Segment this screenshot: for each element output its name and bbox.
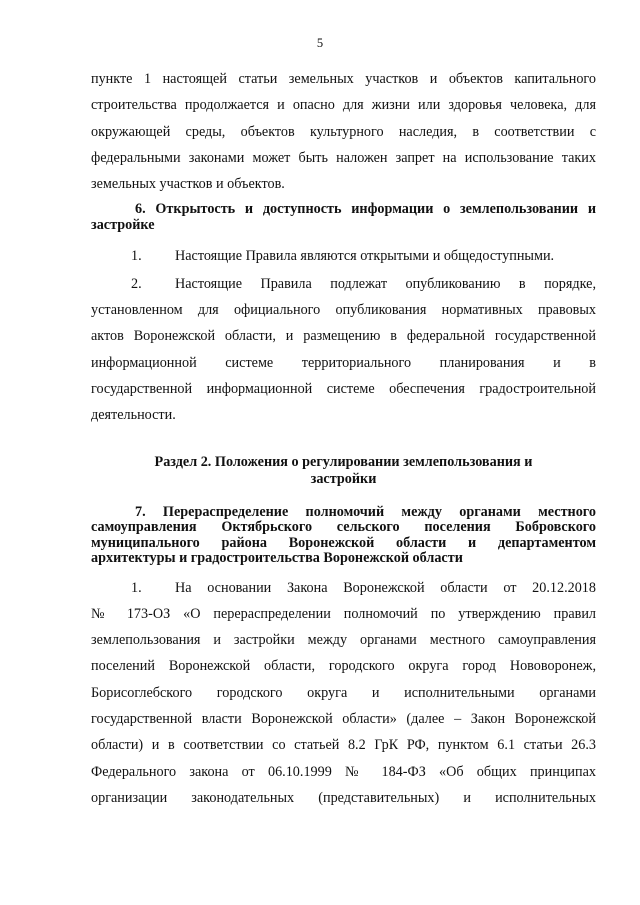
text-line: строительства продолжается и опасно для жизни или здоровья человека, для (91, 97, 596, 114)
list-item (91, 575, 596, 601)
heading-line: застройке (91, 216, 155, 233)
text-line: поселений Воронежской области, городского округа город Нововоронеж, (91, 658, 596, 675)
text-line: Борисоглебского городского округа и исполнительными органами (91, 684, 596, 701)
heading-line: муниципального района Воронежской области и департаментом (91, 534, 596, 551)
item-text: Настоящие Правила являются открытыми и общедоступными. (175, 248, 555, 265)
heading-line: 6. Открытость и доступность информации о землепользовании и (135, 201, 596, 218)
text-line: пункте 1 настоящей статьи земельных участков и объектов капитального (91, 71, 596, 87)
item-number: 1. (131, 248, 142, 265)
text-line: деятельности. (91, 407, 176, 424)
text-line: федеральными законами может быть наложен запрет на использование таких (91, 149, 596, 166)
page-number: 5 (316, 36, 324, 50)
item-number: 1. (131, 579, 142, 596)
text-line: актов Воронежской области, и размещению в федеральной государственной (91, 328, 596, 345)
heading-line: самоуправления Октябрьского сельского поселения Бобровского (91, 519, 596, 536)
page-content (91, 66, 596, 811)
article-7-item-1 (91, 575, 596, 812)
heading-line: застройки (310, 470, 377, 487)
text-line: государственной информационной системе обеспечения градостроительной (91, 380, 596, 397)
list-item (91, 243, 596, 269)
text-line: землепользования и застройки между органами местного самоуправления (91, 632, 596, 649)
heading-line: архитектуры и градостроительства Воронежской области (91, 550, 463, 567)
text-line: информационной системе территориального планирования и в (91, 354, 596, 371)
intro-paragraph (91, 66, 596, 197)
section-2-heading (91, 454, 596, 488)
list-item (91, 271, 596, 297)
item-number: 2. (131, 275, 142, 292)
text-line: организации законодательных (представительных) и исполнительных (91, 789, 596, 806)
text-line: Федерального закона от 06.10.1999 № 184-ФЗ «Об общих принципах (91, 763, 596, 780)
text-line: земельных участков и объектов. (91, 176, 285, 193)
heading-line: 7. Перераспределение полномочий между органами местного (135, 503, 596, 520)
article-6-item-1 (91, 243, 596, 269)
item-text: Настоящие Правила подлежат опубликованию в порядке, (175, 275, 596, 292)
item-text: На основании Закона Воронежской области от 20.12.2018 (175, 579, 596, 596)
text-line: № 173-ОЗ «О перераспределении полномочий по утверждению правил (91, 605, 596, 622)
text-line: установленном для официального опубликования нормативных правовых (91, 302, 596, 319)
text-line: окружающей среды, объектов культурного наследия, в соответствии с (91, 123, 596, 140)
text-line: государственной власти Воронежской области» (далее – Закон Воронежской (91, 711, 596, 728)
heading-line: Раздел 2. Положения о регулировании землепользования и (154, 453, 533, 470)
article-7-heading (91, 505, 596, 567)
article-6-item-2 (91, 271, 596, 429)
article-6-heading (91, 202, 596, 233)
text-line: области) и в соответствии со статьей 8.2 ГрК РФ, пунктом 6.1 статьи 26.3 (91, 737, 596, 754)
